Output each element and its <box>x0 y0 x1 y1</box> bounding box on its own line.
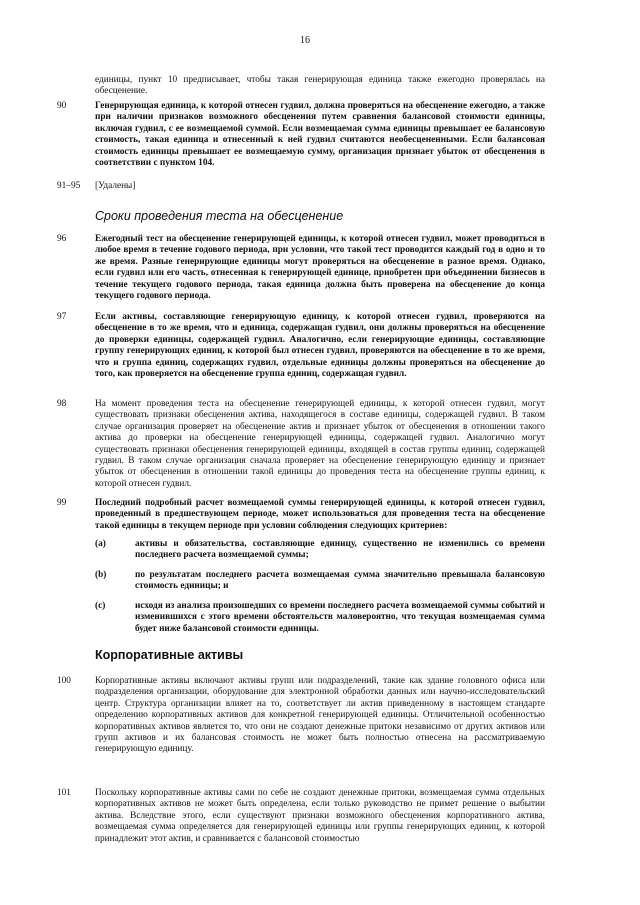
section-heading-timing: Сроки проведения теста на обесценение <box>95 209 344 223</box>
list-item-text: исходя из анализа произошедших со времени последнего расчета возмещаемой суммы событий и изменившихся с этого времени обстоятельств маловероятно, что текущая возмещаемая сумма будет ниже балансовой стоимости единицы. <box>135 601 545 634</box>
list-item-label: (a) <box>95 539 106 549</box>
list-item-text: активы и обязательства, составляющие единицу, существенно не изменились со времени последнего расчета возмещаемой суммы; <box>135 539 545 561</box>
paragraph-number: 97 <box>57 312 67 322</box>
paragraph-number: 101 <box>57 788 71 798</box>
paragraph-number: 99 <box>57 498 67 508</box>
paragraph-text: единицы, пункт 10 предписывает, чтобы такая генерирующая единица также ежегодно проверялась на обесценение. <box>95 75 545 97</box>
paragraph-number: 91–95 <box>57 181 81 191</box>
paragraph-text: Генерирующая единица, к которой отнесен гудвил, должна проверяться на обесценение ежегодно, а также при наличии признаков возможного обесценения путем сравнения балансовой стоимости единицы, включая гудвил, с ее возмещаемой суммой. Если возмещаемая сумма единицы превышает ее балансовую стоимость, такая единица и отнесенный к ней гудвил считаются необесцененными. Если балансовая стоимость единицы превышает ее возмещаемую сумму, организация признает убыток от обесценения в соответствии с пунктом 104. <box>95 101 545 169</box>
paragraph-text: На момент проведения теста на обесценение генерирующей единицы, к которой отнесен гудвил, могут существовать признаки обесценения актива, находящегося в составе единицы, содержащей гудвил. В таком случае организация проверяет на обесценение актив и признает убыток от обесценения в отношении такого актива до проверки на обесценение генерирующей единицы, содержащей гудвил. Аналогично могут существовать признаки обесценения генерирующей единицы, входящей в состав группы единиц, содержащей гудвил. В таком случае организация сначала проверяет на обесценение генерирующую единицу и признает убыток от обесценения в отношении такой единицы до проведения теста на обесценение группы единиц, к которой отнесен гудвил. <box>95 399 545 489</box>
paragraph-text: Поскольку корпоративные активы сами по себе не создают денежные притоки, возмещаемая сумма отдельных корпоративных активов не может быть определена, если только руководство не примет решение о выбытии актива. Вследствие этого, если существуют признаки возможного обесценения корпоративного актива, возмещаемая сумма определяется для генерирующей единицы или группы генерирующих единиц, к которой принадлежит этот актив, и сравнивается с балансовой стоимостью <box>95 788 545 844</box>
page-number: 16 <box>300 35 310 46</box>
paragraph-number: 90 <box>57 101 67 111</box>
paragraph-number: 100 <box>57 676 71 686</box>
section-heading-corporate: Корпоративные активы <box>95 648 244 662</box>
paragraph-number: 98 <box>57 399 67 409</box>
list-item-text: по результатам последнего расчета возмещаемая сумма значительно превышала балансовую стоимость единицы; и <box>135 570 545 592</box>
paragraph-text: Последний подробный расчет возмещаемой суммы генерирующей единицы, к которой отнесен гудвил, проведенный в предшествующем периоде, может использоваться для проведения теста на обесценение такой единицы в текущем периоде при условии соблюдения следующих критериев: <box>95 498 545 531</box>
paragraph-number: 96 <box>57 234 67 244</box>
list-item-label: (c) <box>95 601 106 611</box>
list-item-label: (b) <box>95 570 107 580</box>
paragraph-text: Корпоративные активы включают активы групп или подразделений, такие как здание головного офиса или подразделения организации, оборудование для электронной обработки данных или научно-исследовательский центр. Структура организации влияет на то, соответствует ли актив приведенному в настоящем стандарте определению корпоративных активов для конкретной генерирующей единицы. Отличительной особенностью корпоративных активов является то, что они не создают денежные притоки независимо от других активов или групп активов и их балансовая стоимость не может быть полностью отнесена на рассматриваемую генерирующую единицу. <box>95 676 545 755</box>
paragraph-text: Ежегодный тест на обесценение генерирующей единицы, к которой отнесен гудвил, может проводиться в любое время в течение годового периода, при условии, что такой тест проводится каждый год в одно и то же время. Разные генерирующие единицы могут проверяться на обесценение в разное время. Однако, если гудвил или его часть, отнесенная к генерирующей единице, приобретен при объединении бизнесов в течение текущего годового периода, такая единица должна быть проверена на обесценение до конца текущего годового периода. <box>95 234 545 302</box>
paragraph-text: Если активы, составляющие генерирующую единицу, к которой отнесен гудвил, проверяются на обесценение в то же время, что и единица, содержащая гудвил, они должны проверяться на обесценение до проверки единицы, содержащей гудвил. Аналогично, если генерирующие единицы, составляющие группу генерирующих единиц, к которой был отнесен гудвил, проверяются на обесценение в то же время, что и группа единиц, содержащих гудвил, отдельные единицы должны проверяться на обесценение до того, как проверяется на обесценение группа единиц, содержащая гудвил. <box>95 312 545 380</box>
paragraph-text: [Удалены] <box>95 181 136 191</box>
